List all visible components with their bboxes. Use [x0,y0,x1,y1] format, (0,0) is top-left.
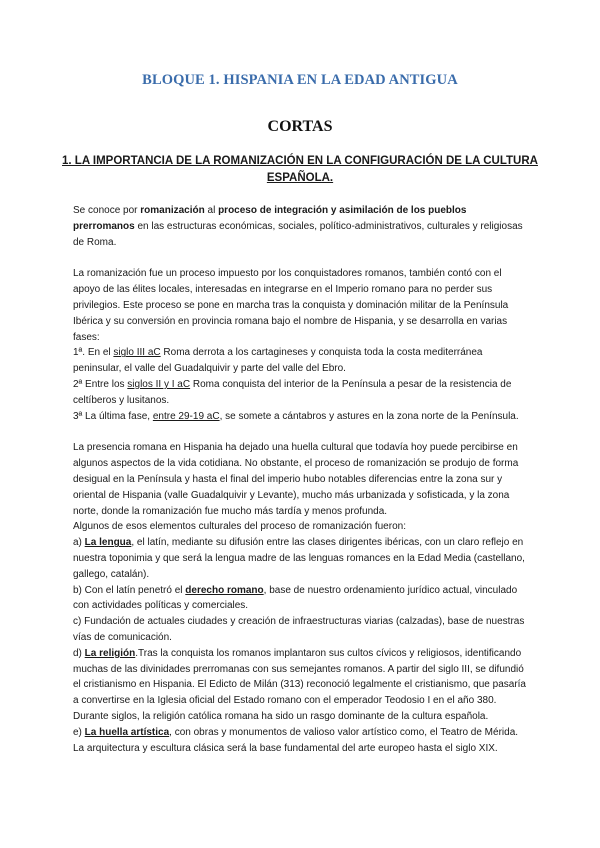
paragraph-presence: La presencia romana en Hispania ha dejado una huella cultural que todavía hoy puede percibirse en algunos aspectos de la vida cotidiana. No obstante, el proceso de romanización se produjo de forma desigual en la Península y hasta el final del imperio hubo notables diferencias entre la zona sur y oriental de Hispania (valle Guadalquivir y Levante), mucho más urbanizada y sofisticada, y la zona norte, donde la romanización fue mucho más tardía y menos profunda. [73,442,519,517]
underlined-date: siglos II y I aC [127,378,191,390]
paragraph-process: La romanización fue un proceso impuesto por los conquistadores romanos, también contó con el apoyo de las élites locales, interesadas en integrarse en el Imperio romano para no perder sus privilegios. Este proceso se pone en marcha tras la conquista y dominación militar de la Península Ibérica y su conversión en provincia romana bajo el nombre de Hispania, y se desarrolla en varias fases: [73,268,509,343]
phase-2 [73,377,528,409]
bold-term: La religión [84,647,136,659]
paragraph-gap [73,250,528,266]
text-run: d) [73,647,85,659]
text-run: Roma derrota a los cartagineses y conquista toda la costa mediterránea peninsular, el valle del Guadalquivir y parte del valle del Ebro. [73,347,483,375]
text-run: 2ª Entre los [73,378,128,390]
block-title: BLOQUE 1. HISPANIA EN LA EDAD ANTIGUA [142,72,458,88]
bold-term: La lengua [84,537,132,549]
text-run: , el latín, mediante su difusión entre las clases dirigentes ibéricas, con un claro reflejo en nuestra toponimia y que será la lengua madre de las lenguas romances en la Edad Media (castellano, gallego, catalán). [73,537,525,580]
text-run: , con obras y monumentos de valioso valor artístico como, el Teatro de Mérida. La arquitectura y escultura clásica será la base fundamental del arte europeo hasta el siglo XIX. [73,726,519,754]
bold-term: La huella artística [84,726,170,738]
text-run: al [204,205,219,216]
underlined-date: siglo III aC [113,347,161,359]
question-title: 1. LA IMPORTANCIA DE LA ROMANIZACIÓN EN LA CONFIGURACIÓN DE LA CULTURA ESPAÑOLA. [62,155,538,184]
text-run: 1ª. En el [73,347,114,359]
text-run: e) [73,726,85,738]
elements-intro: Algunos de esos elementos culturales del proceso de romanización fueron: [73,521,406,533]
element-e [73,725,528,757]
phase-1 [73,345,528,377]
text-run: , se somete a cántabros y astures en la zona norte de la Península. [219,410,519,422]
text-run: Roma conquista del interior de la Península a pesar de la resistencia de celtíberos y lusitanos. [73,378,512,406]
bold-term: derecho romano [185,584,264,596]
section-title: CORTAS [267,118,333,135]
element-b [73,583,528,615]
text-run: en las estructuras económicas, sociales, político-administrativos, culturales y religiosas de Roma. [73,220,523,248]
paragraph-gap [73,424,528,440]
document-body [73,203,528,756]
underlined-date: entre 29-19 aC [152,410,220,422]
text-run: b) Con el latín penetró el [73,584,186,596]
text-run: , base de nuestro ordenamiento jurídico actual, vinculado con actividades políticas y comerciales. [73,584,518,612]
text-run: Se conoce por [73,205,141,216]
bold-term: proceso de integración y asimilación de los pueblos prerromanos [73,205,467,232]
text-run: a) [73,537,85,549]
element-c: c) Fundación de actuales ciudades y creación de infraestructuras viarias (calzadas), base de nuestras vías de comunicación. [73,616,525,643]
element-a [73,535,528,582]
paragraph-definition [73,203,528,250]
element-d [73,646,528,725]
text-run: .Tras la conquista los romanos implantaron sus cultos cívicos y religiosos, identificando muchas de las divinidades prerromanas con sus semejantes romanos. A partir del siglo III, se difundió el cristianismo en Hispania. El Edicto de Milán (313) reconoció legalmente el cristianismo, que pasaría a convertirse en la Iglesia oficial del Estado romano con el emperador Teodosio I en el año 380. Durante siglos, la religión católica romana ha sido un rasgo dominante de la cultura española. [73,647,526,722]
phase-3 [73,409,528,425]
bold-term: romanización [140,205,205,216]
text-run: 3ª La última fase, [73,410,153,422]
